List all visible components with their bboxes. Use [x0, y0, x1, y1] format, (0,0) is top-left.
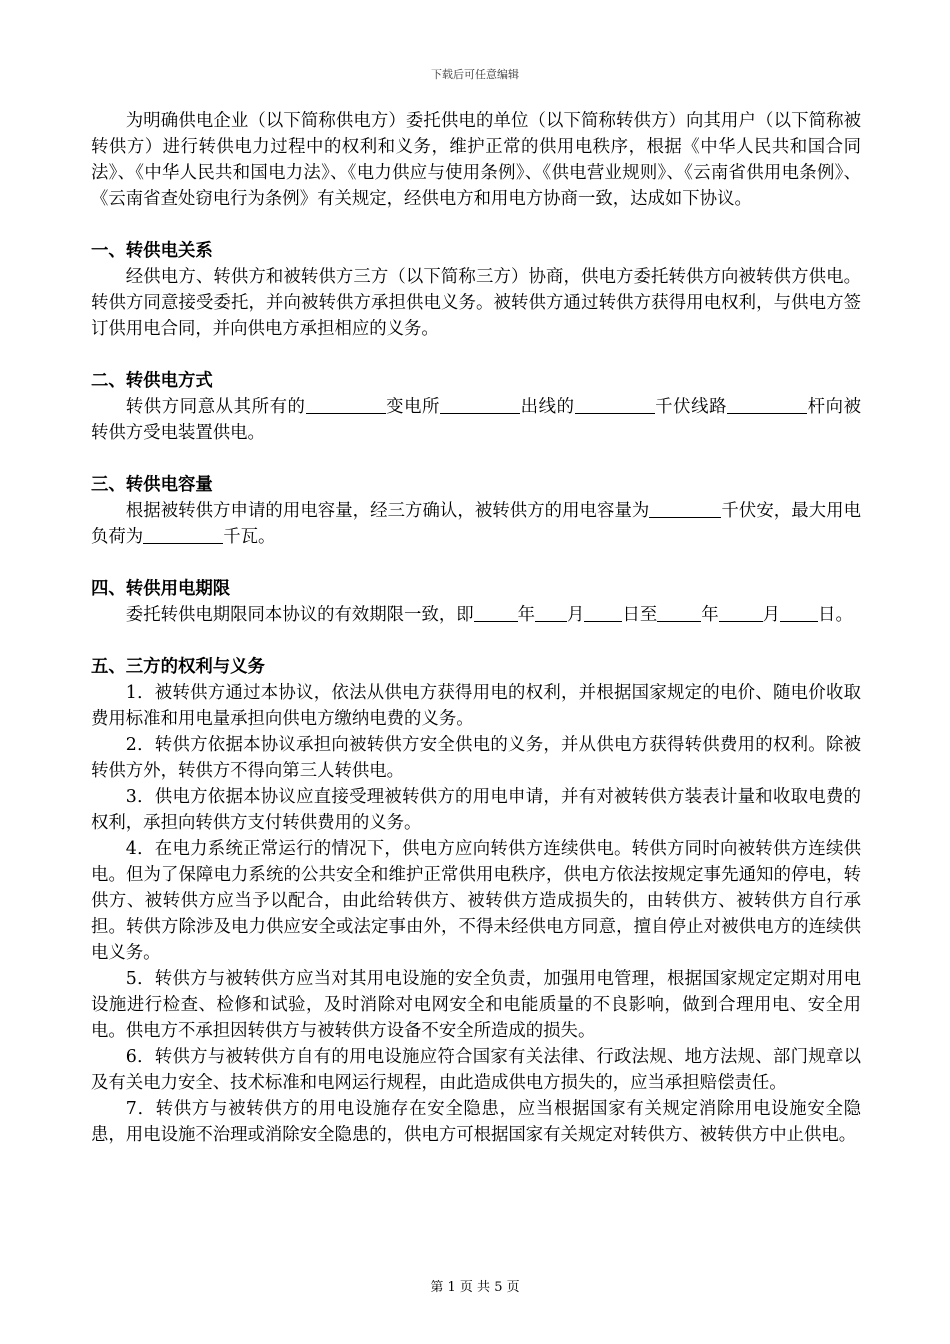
text-segment: 千瓦。	[223, 527, 276, 547]
section-2-text	[91, 394, 861, 446]
section-3-title: 三、转供电容量	[91, 475, 213, 495]
section-4-text	[91, 602, 861, 628]
text-segment: 月	[762, 605, 781, 625]
section-5-item: 6．转供方与被转供方自有的用电设施应符合国家有关法律、行政法规、地方法规、部门规章以及有关电力安全、技术标准和电网运行规程，由此造成供电方损失的，应当承担赔偿责任。	[91, 1047, 861, 1093]
text-segment: 变电所	[385, 397, 441, 417]
blank-field[interactable]	[584, 603, 622, 622]
blank-field[interactable]	[575, 395, 655, 414]
page-header: 下载后可任意编辑	[431, 68, 519, 81]
section-1	[91, 238, 861, 342]
blank-field[interactable]	[474, 603, 518, 622]
section-5-item: 4．在电力系统正常运行的情况下，供电方应向转供方连续供电。转供方同时向被转供方连续供电。但为了保障电力系统的公共安全和维护正常供用电秩序，供电方依法按规定事先通知的停电，转供方、被转供方应当予以配合，由此给转供方、被转供方造成损失的，由转供方、被转供方自行承担。转供方除涉及电力供应安全或法定事由外，不得未经供电方同意，擅自停止对被供电方的连续供电义务。	[91, 839, 861, 963]
section-4-title: 四、转供用电期限	[91, 579, 231, 599]
section-5-item: 1．被转供方通过本协议，依法从供电方获得用电的权利，并根据国家规定的电价、随电价收取费用标准和用电量承担向供电方缴纳电费的义务。	[91, 683, 861, 729]
section-2-title: 二、转供电方式	[91, 371, 213, 391]
blank-field[interactable]	[780, 603, 818, 622]
section-5	[91, 654, 861, 1148]
section-3	[91, 472, 861, 550]
blank-field[interactable]	[657, 603, 701, 622]
section-5-title: 五、三方的权利与义务	[91, 657, 265, 677]
section-3-text	[91, 498, 861, 550]
text-segment: 根据被转供方申请的用电容量，经三方确认，被转供方的用电容量为	[125, 501, 650, 521]
section-5-item: 7．转供方与被转供方的用电设施存在安全隐患，应当根据国家有关规定消除用电设施安全隐患，用电设施不治理或消除安全隐患的，供电方可根据国家有关规定对转供方、被转供方中止供电。	[91, 1099, 861, 1145]
section-5-item: 3．供电方依据本协议应直接受理被转供方的用电申请，并有对被转供方装表计量和收取电费的权利，承担向转供方支付转供费用的义务。	[91, 787, 861, 833]
text-segment: 年	[701, 605, 719, 625]
page-footer: 第 1 页 共 5 页	[430, 1280, 520, 1295]
text-segment: 月	[567, 605, 585, 625]
section-4	[91, 576, 861, 628]
text-segment: 千伏线路	[654, 397, 728, 417]
section-2	[91, 368, 861, 446]
text-segment: 日至	[622, 605, 658, 625]
blank-field[interactable]	[535, 603, 567, 622]
section-5-item: 5．转供方与被转供方应当对其用电设施的安全负责，加强用电管理，根据国家规定定期对用电设施进行检查、检修和试验，及时消除对电网安全和电能质量的不良影响，做到合理用电、安全用电。供电方不承担因转供方与被转供方设备不安全所造成的损失。	[91, 969, 861, 1041]
section-1-text: 经供电方、转供方和被转供方三方（以下简称三方）协商，供电方委托转供方向被转供方供电。转供方同意接受委托，并向被转供方承担供电义务。被转供方通过转供方获得用电权利，与供电方签订供用电合同，并向供电方承担相应的义务。	[91, 267, 861, 339]
blank-field[interactable]	[143, 525, 223, 544]
intro-paragraph: 为明确供电企业（以下简称供电方）委托供电的单位（以下简称转供方）向其用户（以下简称被转供方）进行转供电力过程中的权利和义务，维护正常的供用电秩序，根据《中华人民共和国合同法》、《中华人民共和国电力法》、《电力供应与使用条例》、《供电营业规则》、《云南省供用电条例》、《云南省查处窃电行为条例》有关规定，经供电方和用电方协商一致，达成如下协议。	[91, 111, 861, 209]
document-body	[91, 108, 861, 1148]
text-segment: 年	[517, 605, 536, 625]
blank-field[interactable]	[719, 603, 763, 622]
text-segment: 出线的	[520, 397, 575, 417]
blank-field[interactable]	[440, 395, 520, 414]
section-1-title: 一、转供电关系	[91, 241, 213, 261]
blank-field[interactable]	[306, 395, 386, 414]
text-segment: 转供方同意从其所有的	[125, 397, 306, 417]
text-segment: 日。	[818, 605, 853, 625]
section-5-item: 2．转供方依据本协议承担向被转供方安全供电的义务，并从供电方获得转供费用的权利。除被转供方外，转供方不得向第三人转供电。	[91, 735, 861, 781]
blank-field[interactable]	[727, 395, 807, 414]
blank-field[interactable]	[649, 499, 721, 518]
text-segment: 委托转供电期限同本协议的有效期限一致，即	[125, 605, 474, 625]
text-segment: 千伏安，最大用电负荷为	[91, 501, 861, 547]
text-segment: 杆向被转供方受电装置供电。	[91, 397, 861, 443]
